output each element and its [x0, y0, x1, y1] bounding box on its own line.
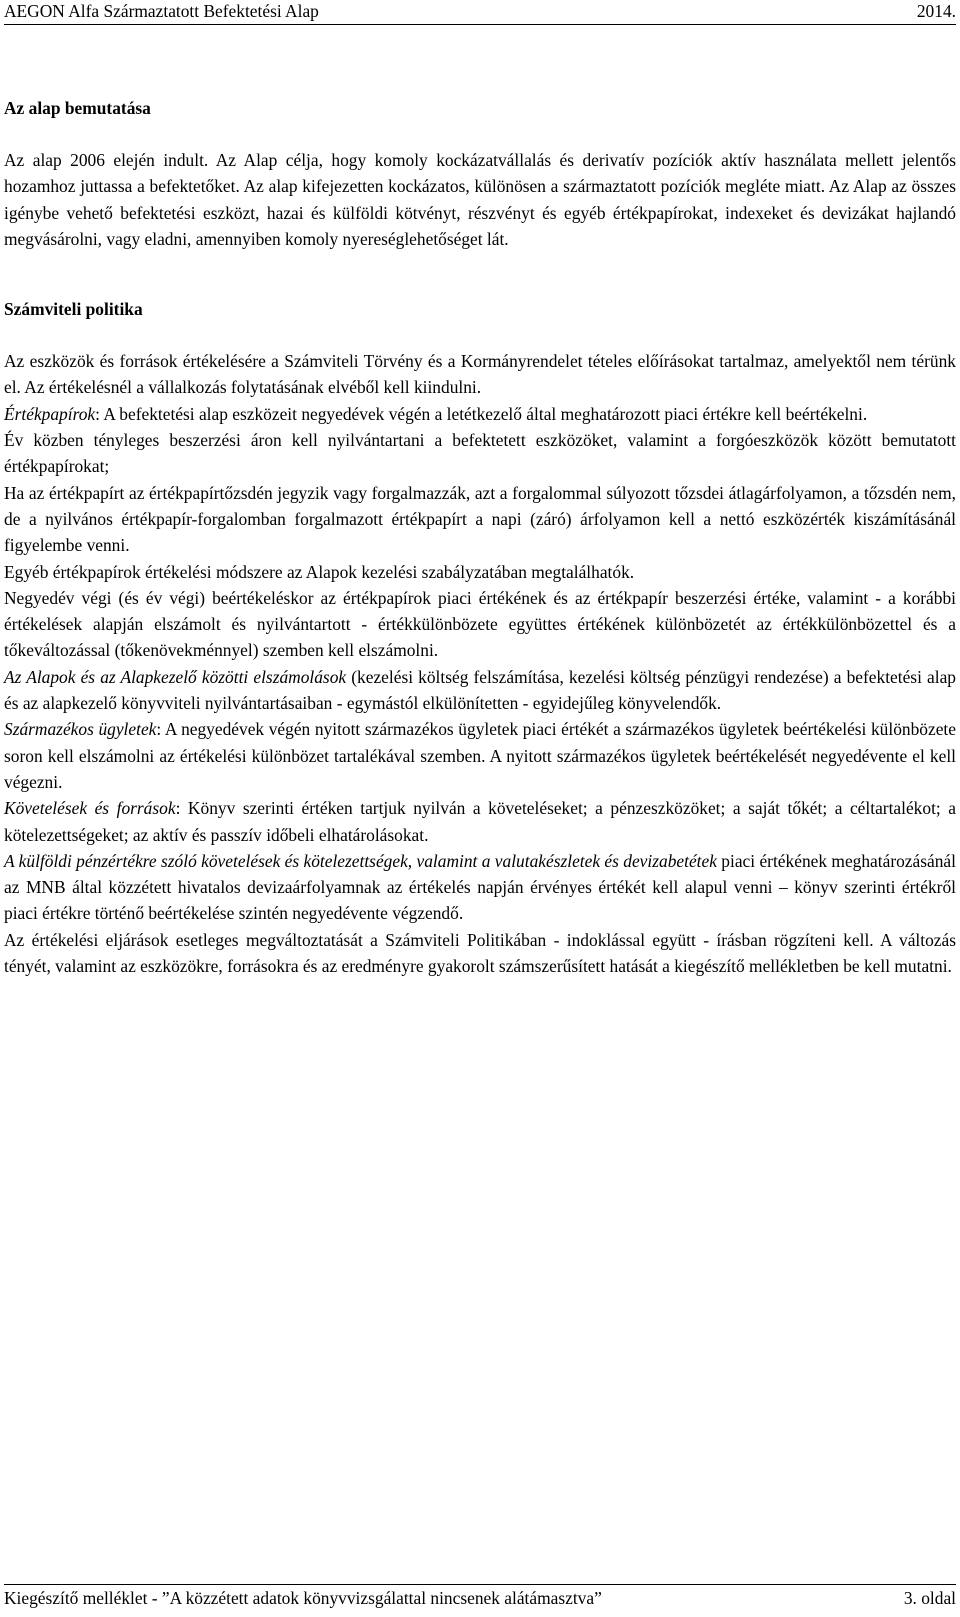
page-number: 3. oldal — [903, 1588, 956, 1608]
paragraph: Az értékelési eljárások esetleges megváltoztatását a Számviteli Politikában - indoklással együtt - írásban rögzíteni kell. A változás tényét, valamint az eszközökre, forrásokra és az eredményre gyakorolt számszerűsített hatását a kiegészítő mellékletben be kell mutatni. — [4, 929, 956, 977]
paragraph: Negyedév végi (és év végi) beértékeléskor az értékpapírok piaci értékének és az értékpapír beszerzési értéke, valamint - a korábbi értékelések alapján elszámolt és nyilvántartott - értékkülönbözete együttes értékének különbözetét az értékkülönbözettel és a tőkeváltozással (tőkenövekménnyel) szemben kell elszámolni. — [4, 587, 956, 661]
term-label: Értékpapírok — [4, 403, 96, 424]
section-heading: Számviteli politika — [4, 299, 143, 320]
term-label: Követelések és források — [4, 798, 176, 819]
paragraph: Év közben tényleges beszerzési áron kell nyilvántartani a befektetett eszközöket, valamint a forgóeszközök között bemutatott értékpapírokat; — [4, 430, 956, 477]
paragraph: Származékos ügyletek: A negyedévek végén nyitott származékos ügyletek piaci értékét a származékos ügyletek beértékelési különbözete soron kell elszámolni az értékelési különbözet tartalékával szemben. A nyitott származékos ügyletek beértékelését negyedévente el kell végezni. — [4, 719, 956, 792]
paragraph: Az alap 2006 elején indult. Az Alap célja, hogy komoly kockázatvállalás és derivatív pozíciók aktív használata mellett jelentős hozamhoz juttassa a befektetőket. Az alap kifejezetten kockázatos, különösen a származtatott pozíciók megléte miatt. Az Alap az összes igénybe vehető befektetési eszközt, hazai és külföldi kötvényt, részvényt és egyéb értékpapírokat, indexeket és devizákat hajlandó megvásárolni, vagy eladni, amennyiben komoly nyereséglehetőséget lát. — [4, 150, 956, 249]
paragraph: Az eszközök és források értékelésére a Számviteli Törvény és a Kormányrendelet tételes előírásokat tartalmaz, amelyektől nem térünk el. Az értékelésnél a vállalkozás folytatásának elvéből kell kiindulni. — [4, 351, 956, 398]
term-label: Az Alapok és az Alapkezelő közötti elszámolások — [4, 666, 347, 687]
term-label: Származékos ügyletek — [4, 719, 157, 740]
header-title: AEGON Alfa Származtatott Befektetési Alap — [4, 1, 319, 21]
page-content — [4, 95, 956, 979]
paragraph: A külföldi pénzértékre szóló követelések és kötelezettségek, valamint a valutakészletek és devizabetétek piaci értékének meghatározásánál az MNB által közzétett hivatalos devizaárfolyamnak az értékelés napján érvényes értékét kell alapul venni – könyv szerinti értékről piaci értékre történő beértékelése szintén negyedévente végzendő. — [4, 850, 956, 924]
paragraph: Egyéb értékpapírok értékelési módszere az Alapok kezelési szabályzatában megtalálhatók. — [4, 561, 635, 582]
paragraph: Az Alapok és az Alapkezelő közötti elszámolások (kezelési költség felszámítása, kezelési költség pénzügyi rendezése) a befektetési alap és az alapkezelő könyvviteli nyilvántartásaiban - egymástól elkülönítetten - egyidejűleg könyvelendők. — [4, 666, 956, 714]
page-header — [4, 0, 956, 25]
section-heading: Az alap bemutatása — [4, 98, 151, 118]
paragraph: Követelések és források: Könyv szerinti értéken tartjuk nyilván a követeléseket; a pénzeszközöket; a saját tőkét; a céltartalékot; a kötelezettségeket; az aktív és passzív időbeli elhatárolásokat. — [4, 798, 956, 845]
footer-note: Kiegészítő melléklet - ”A közzétett adatok könyvvizsgálattal nincsenek alátámasztva” — [4, 1588, 602, 1608]
header-year: 2014. — [916, 1, 956, 21]
paragraph: Értékpapírok: A befektetési alap eszközeit negyedévek végén a letétkezelő által meghatározott piaci értékre kell beértékelni. — [4, 403, 868, 424]
paragraph: Ha az értékpapírt az értékpapírtőzsdén jegyzik vagy forgalmazzák, azt a forgalommal súlyozott tőzsdei átlagárfolyamon, a tőzsdén nem, de a nyilvános értékpapír-forgalomban forgalmazott értékpapírt a napi (záró) árfolyamon kell a nettó eszközérték kiszámításánál figyelembe venni. — [4, 482, 956, 556]
term-label: A külföldi pénzértékre szóló követelések és kötelezettségek, valamint a valutakészletek és devizabetétek — [4, 850, 717, 871]
page-footer — [4, 1584, 956, 1615]
